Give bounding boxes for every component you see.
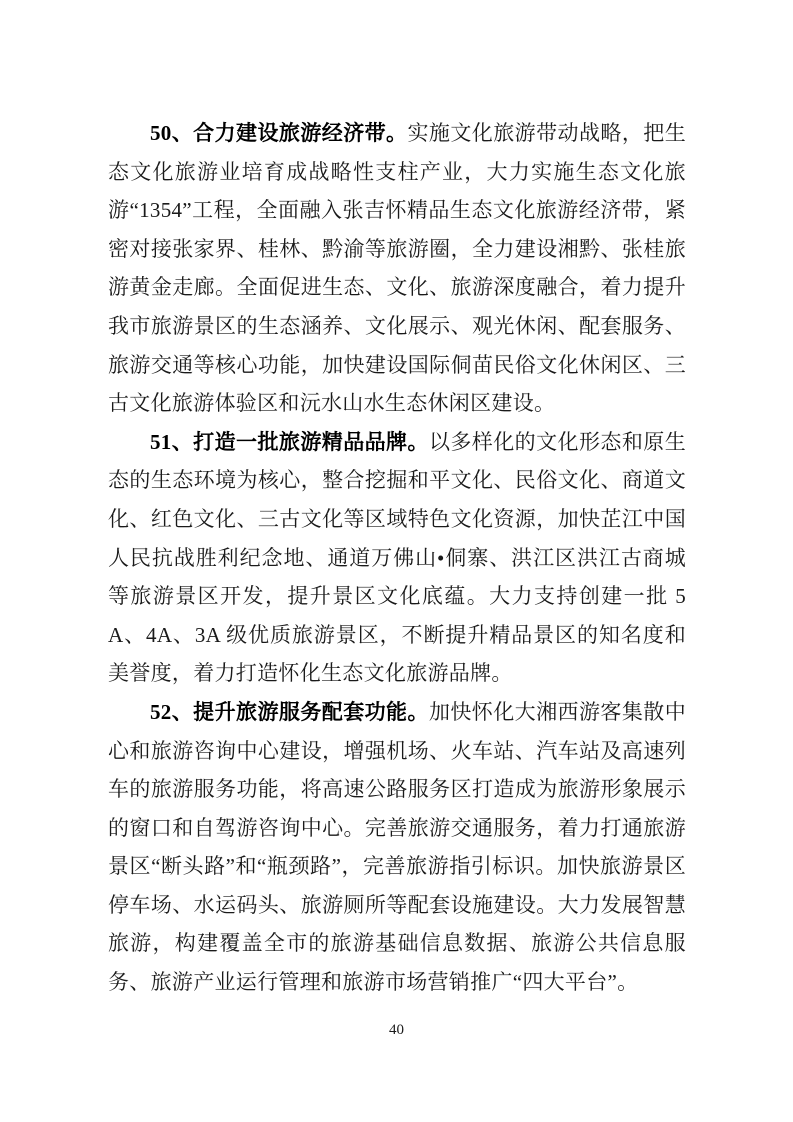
- paragraph-50-text: 实施文化旅游带动战略，把生态文化旅游业培育成战略性支柱产业，大力实施生态文化旅游“1354”工程，全面融入张吉怀精品生态文化旅游经济带，紧密对接张家界、桂林、黔渝等旅游圈，全力建设湘黔、张桂旅游黄金走廊。全面促进生态、文化、旅游深度融合，着力提升我市旅游景区的生态涵养、文化展示、观光休闲、配套服务、旅游交通等核心功能，加快建设国际侗苗民俗文化休闲区、三古文化旅游体验区和沅水山水生态休闲区建设。: [108, 121, 686, 416]
- page-number: 40: [389, 1022, 404, 1038]
- document-body: [108, 114, 686, 1002]
- paragraph-52: [108, 693, 686, 1002]
- paragraph-51: [108, 423, 686, 693]
- paragraph-51-text: 以多样化的文化形态和原生态的生态环境为核心，整合挖掘和平文化、民俗文化、商道文化、红色文化、三古文化等区域特色文化资源，加快芷江中国人民抗战胜利纪念地、通道万佛山•侗寨、洪江区洪江古商城等旅游景区开发，提升景区文化底蕴。大力支持创建一批 5A、4A、3A 级优质旅游景区，不断提升精品景区的知名度和美誉度，着力打造怀化生态文化旅游品牌。: [108, 429, 686, 686]
- paragraph-52-text: 加快怀化大湘西游客集散中心和旅游咨询中心建设，增强机场、火车站、汽车站及高速列车的旅游服务功能，将高速公路服务区打造成为旅游形象展示的窗口和自驾游咨询中心。完善旅游交通服务，着力打通旅游景区“断头路”和“瓶颈路”，完善旅游指引标识。加快旅游景区停车场、水运码头、旅游厕所等配套设施建设。大力发展智慧旅游，构建覆盖全市的旅游基础信息数据、旅游公共信息服务、旅游产业运行管理和旅游市场营销推广“四大平台”。: [108, 699, 686, 995]
- paragraph-50-heading: 50、合力建设旅游经济带。: [150, 121, 408, 145]
- paragraph-52-heading: 52、提升旅游服务配套功能。: [150, 699, 429, 724]
- paragraph-50: [108, 114, 686, 423]
- paragraph-51-heading: 51、打造一批旅游精品品牌。: [150, 429, 429, 454]
